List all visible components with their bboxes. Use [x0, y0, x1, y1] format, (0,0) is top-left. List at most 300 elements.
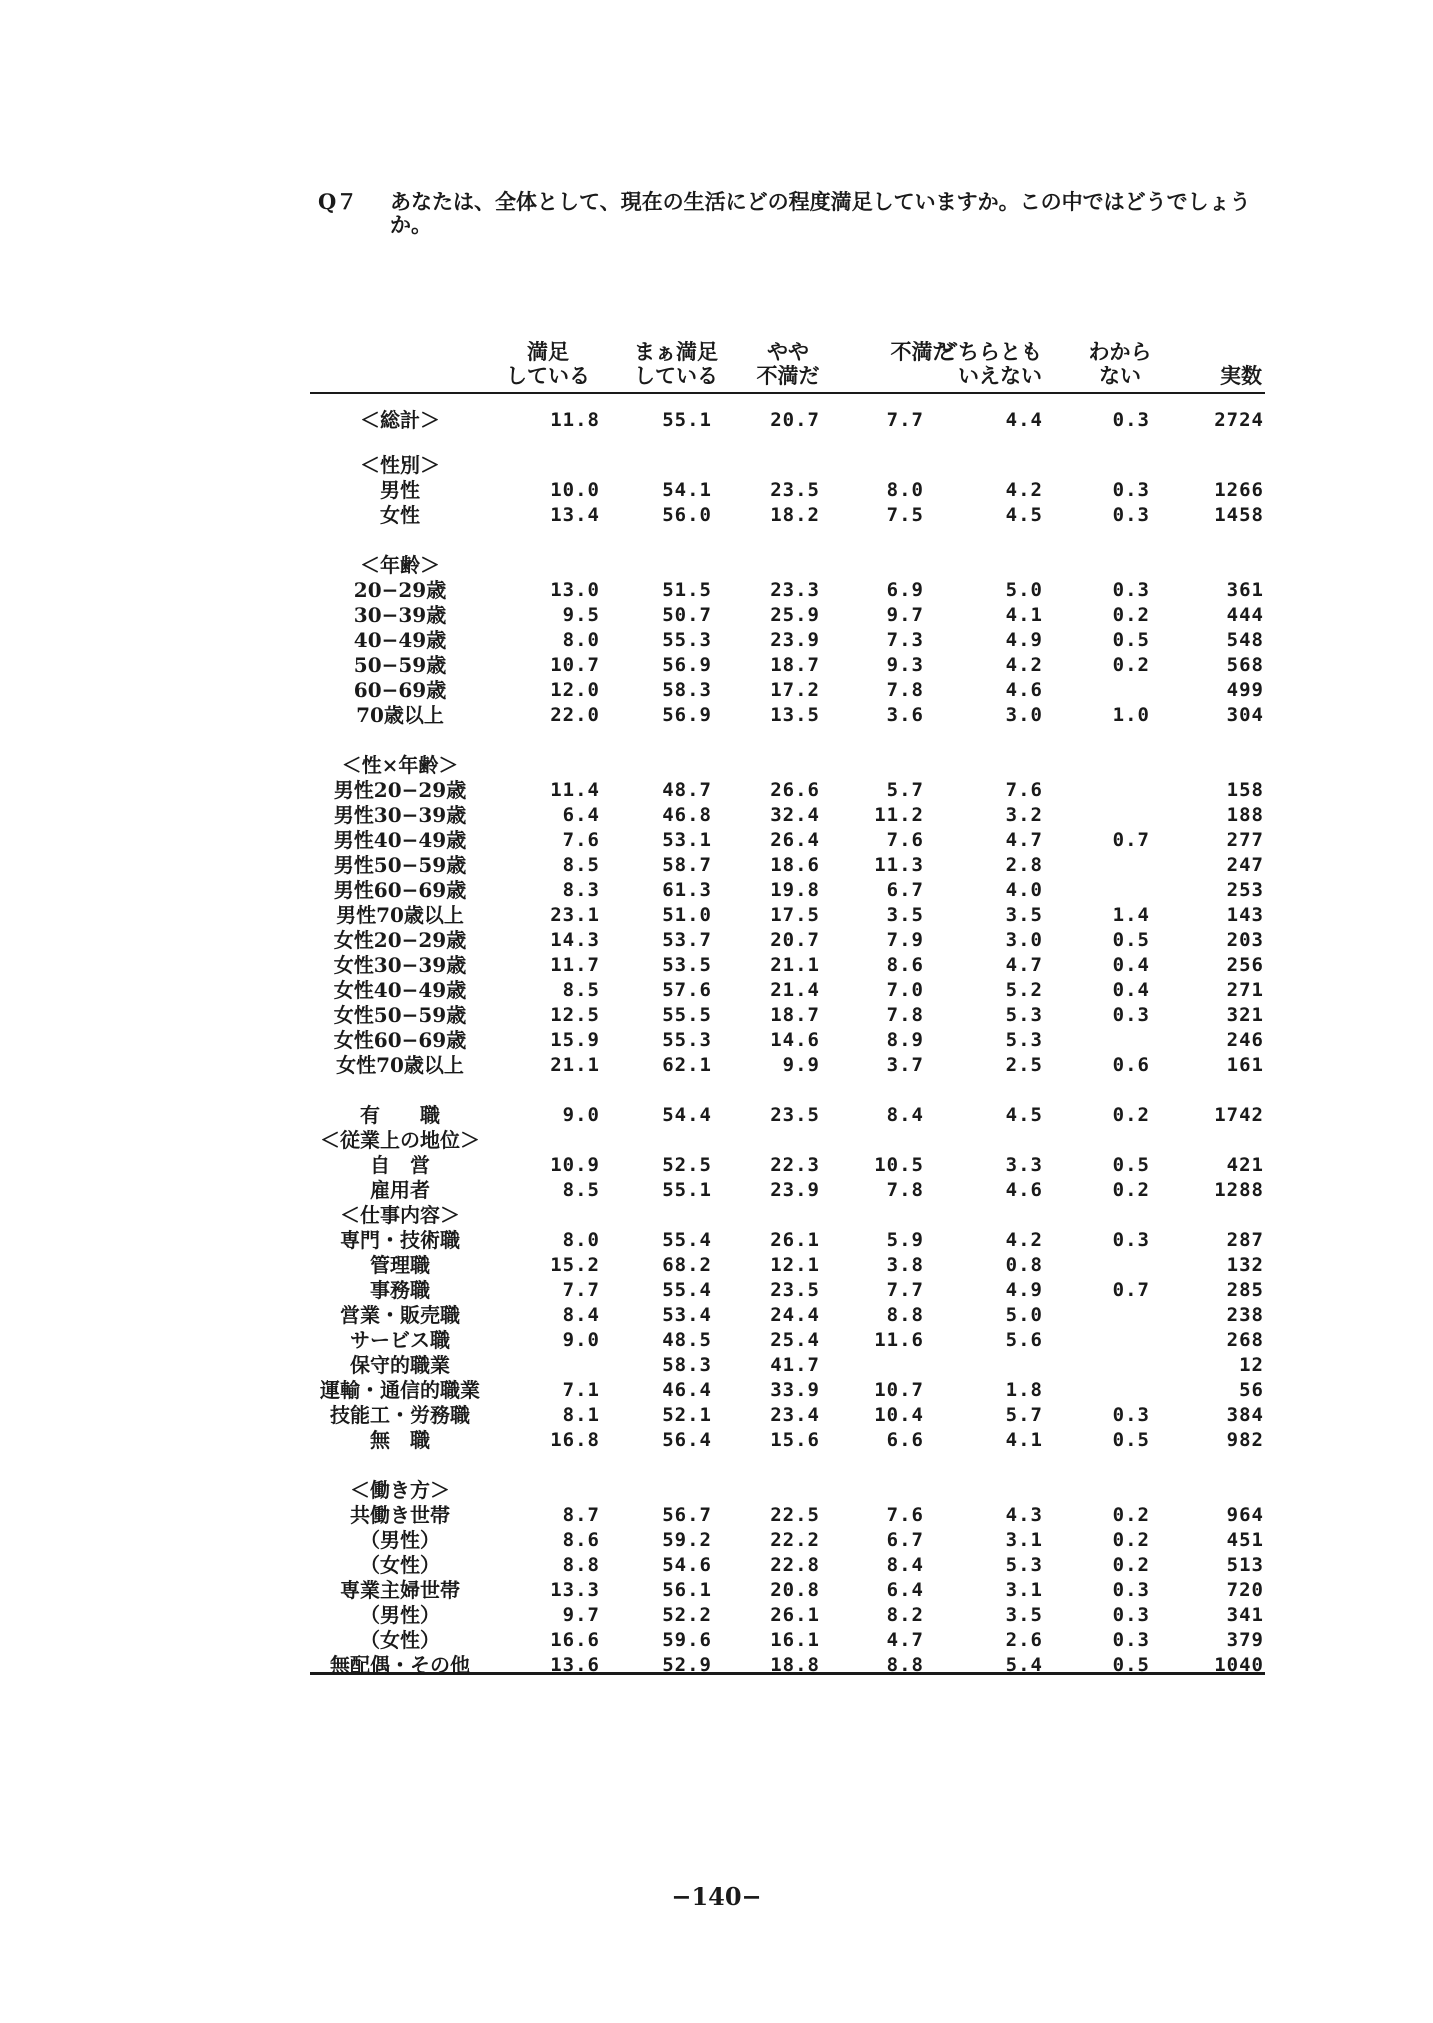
- table-cell: 21.1: [770, 954, 820, 976]
- column-header-5: わから ない: [1088, 339, 1152, 388]
- table-cell: 3.6: [886, 704, 924, 726]
- table-cell: 7.0: [886, 979, 924, 1001]
- table-cell: 7.7: [886, 1279, 924, 1301]
- table-cell: 8.8: [562, 1554, 600, 1576]
- table-cell: 59.6: [662, 1629, 712, 1651]
- table-cell: 53.1: [662, 829, 712, 851]
- table-cell: 32.4: [770, 804, 820, 826]
- row-label: 男性60−69歳: [333, 878, 467, 902]
- table-cell: 0.2: [1112, 1104, 1150, 1126]
- row-label: （女性）: [360, 1553, 440, 1577]
- table-cell: 7.1: [562, 1379, 600, 1401]
- table-cell: 1266: [1214, 479, 1264, 501]
- table-cell: 304: [1226, 704, 1264, 726]
- table-cell: 3.1: [1005, 1529, 1043, 1551]
- table-cell: 203: [1226, 929, 1264, 951]
- table-cell: 0.3: [1112, 504, 1150, 526]
- table-cell: 7.6: [562, 829, 600, 851]
- row-label: 男性50−59歳: [333, 853, 467, 877]
- table-cell: 0.5: [1112, 929, 1150, 951]
- table-cell: 10.4: [874, 1404, 924, 1426]
- table-cell: 285: [1226, 1279, 1264, 1301]
- table-cell: 0.3: [1112, 1404, 1150, 1426]
- table-cell: 8.6: [562, 1529, 600, 1551]
- table-cell: 55.4: [662, 1279, 712, 1301]
- table-cell: 10.9: [550, 1154, 600, 1176]
- table-cell: 7.9: [886, 929, 924, 951]
- table-cell: 7.5: [886, 504, 924, 526]
- column-header-2: やや 不満だ: [756, 339, 820, 388]
- table-cell: 7.7: [886, 409, 924, 431]
- row-label: 自 営: [370, 1153, 430, 1177]
- row-label: （男性）: [360, 1528, 440, 1552]
- table-cell: 7.6: [886, 1504, 924, 1526]
- table-cell: 5.3: [1005, 1554, 1043, 1576]
- table-cell: 7.7: [562, 1279, 600, 1301]
- row-label: 事務職: [370, 1278, 430, 1302]
- table-cell: 18.7: [770, 1004, 820, 1026]
- table-cell: 58.3: [662, 1354, 712, 1376]
- table-cell: 5.7: [1005, 1404, 1043, 1426]
- row-label: 管理職: [370, 1253, 430, 1277]
- table-cell: 321: [1226, 1004, 1264, 1026]
- table-cell: 51.5: [662, 579, 712, 601]
- table-cell: 188: [1226, 804, 1264, 826]
- table-cell: 21.4: [770, 979, 820, 1001]
- row-label: （女性）: [360, 1628, 440, 1652]
- table-cell: 8.1: [562, 1404, 600, 1426]
- table-cell: 56.4: [662, 1429, 712, 1451]
- table-cell: 55.4: [662, 1229, 712, 1251]
- table-cell: 253: [1226, 879, 1264, 901]
- table-cell: 54.1: [662, 479, 712, 501]
- table-cell: 4.2: [1005, 479, 1043, 501]
- table-cell: 6.7: [886, 1529, 924, 1551]
- table-cell: 4.6: [1005, 679, 1043, 701]
- table-cell: 4.2: [1005, 654, 1043, 676]
- table-cell: 0.3: [1112, 1629, 1150, 1651]
- table-cell: 0.7: [1112, 1279, 1150, 1301]
- table-cell: 3.5: [886, 904, 924, 926]
- row-label: 女性: [380, 503, 420, 527]
- table-cell: 25.9: [770, 604, 820, 626]
- table-cell: 26.6: [770, 779, 820, 801]
- table-cell: 3.0: [1005, 929, 1043, 951]
- table-cell: 7.3: [886, 629, 924, 651]
- table-cell: 6.7: [886, 879, 924, 901]
- table-cell: 5.6: [1005, 1329, 1043, 1351]
- table-cell: 16.6: [550, 1629, 600, 1651]
- table-cell: 247: [1226, 854, 1264, 876]
- row-label: 女性40−49歳: [333, 978, 467, 1002]
- table-cell: 48.7: [662, 779, 712, 801]
- table-cell: 54.4: [662, 1104, 712, 1126]
- table-cell: 46.8: [662, 804, 712, 826]
- table-cell: 4.4: [1005, 409, 1043, 431]
- table-cell: 14.3: [550, 929, 600, 951]
- table-cell: 1742: [1214, 1104, 1264, 1126]
- table-cell: 16.8: [550, 1429, 600, 1451]
- table-cell: 0.5: [1112, 629, 1150, 651]
- table-cell: 513: [1226, 1554, 1264, 1576]
- table-cell: 19.8: [770, 879, 820, 901]
- table-cell: 9.0: [562, 1104, 600, 1126]
- row-label: 60−69歳: [353, 678, 447, 702]
- table-cell: 0.2: [1112, 1554, 1150, 1576]
- row-label: 女性70歳以上: [336, 1053, 464, 1077]
- table-cell: 52.5: [662, 1154, 712, 1176]
- table-cell: 56.9: [662, 704, 712, 726]
- table-cell: 0.2: [1112, 654, 1150, 676]
- row-label: 70歳以上: [356, 703, 444, 727]
- table-cell: 8.0: [562, 629, 600, 651]
- table-cell: 54.6: [662, 1554, 712, 1576]
- table-cell: 8.2: [886, 1604, 924, 1626]
- table-cell: 8.5: [562, 979, 600, 1001]
- table-cell: 2.6: [1005, 1629, 1043, 1651]
- table-cell: 238: [1226, 1304, 1264, 1326]
- row-label: 専門・技術職: [340, 1228, 460, 1252]
- table-cell: 15.6: [770, 1429, 820, 1451]
- table-cell: 21.1: [550, 1054, 600, 1076]
- table-cell: 0.5: [1112, 1154, 1150, 1176]
- table-cell: 1.0: [1112, 704, 1150, 726]
- table-cell: 13.4: [550, 504, 600, 526]
- table-cell: 132: [1226, 1254, 1264, 1276]
- table-cell: 5.9: [886, 1229, 924, 1251]
- table-cell: 9.9: [782, 1054, 820, 1076]
- table-cell: 7.8: [886, 1179, 924, 1201]
- table-cell: 720: [1226, 1579, 1264, 1601]
- row-label: 技能工・労務職: [330, 1403, 470, 1427]
- table-cell: 5.3: [1005, 1029, 1043, 1051]
- table-cell: 7.8: [886, 1004, 924, 1026]
- table-cell: 6.4: [562, 804, 600, 826]
- table-cell: 10.7: [550, 654, 600, 676]
- table-cell: 57.6: [662, 979, 712, 1001]
- table-cell: 1.8: [1005, 1379, 1043, 1401]
- table-cell: 13.3: [550, 1579, 600, 1601]
- table-cell: 16.1: [770, 1629, 820, 1651]
- table-cell: 7.6: [1005, 779, 1043, 801]
- table-cell: 4.6: [1005, 1179, 1043, 1201]
- row-label: （男性）: [360, 1603, 440, 1627]
- column-header-1: まぁ満足 している: [634, 339, 718, 388]
- table-cell: 26.4: [770, 829, 820, 851]
- table-cell: 10.5: [874, 1154, 924, 1176]
- table-cell: 62.1: [662, 1054, 712, 1076]
- row-label: ＜働き方＞: [350, 1478, 450, 1502]
- row-label: 無配偶・その他: [330, 1653, 470, 1677]
- table-cell: 18.6: [770, 854, 820, 876]
- table-cell: 20.8: [770, 1579, 820, 1601]
- row-label: 30−39歳: [353, 603, 447, 627]
- table-cell: 256: [1226, 954, 1264, 976]
- row-label: 無 職: [370, 1428, 430, 1452]
- table-cell: 6.6: [886, 1429, 924, 1451]
- table-cell: 0.5: [1112, 1654, 1150, 1676]
- row-label: 共働き世帯: [350, 1503, 450, 1527]
- table-cell: 50.7: [662, 604, 712, 626]
- table-cell: 58.7: [662, 854, 712, 876]
- table-cell: 421: [1226, 1154, 1264, 1176]
- table-cell: 68.2: [662, 1254, 712, 1276]
- table-cell: 58.3: [662, 679, 712, 701]
- table-cell: 161: [1226, 1054, 1264, 1076]
- table-cell: 3.8: [886, 1254, 924, 1276]
- table-cell: 22.3: [770, 1154, 820, 1176]
- table-cell: 7.6: [886, 829, 924, 851]
- table-cell: 59.2: [662, 1529, 712, 1551]
- row-label: 女性50−59歳: [333, 1003, 467, 1027]
- table-cell: 8.4: [562, 1304, 600, 1326]
- table-cell: 246: [1226, 1029, 1264, 1051]
- table-cell: 3.5: [1005, 1604, 1043, 1626]
- table-cell: 0.3: [1112, 479, 1150, 501]
- table-cell: 0.2: [1112, 1529, 1150, 1551]
- table-cell: 3.2: [1005, 804, 1043, 826]
- table-cell: 23.1: [550, 904, 600, 926]
- table-cell: 9.7: [886, 604, 924, 626]
- table-cell: 17.5: [770, 904, 820, 926]
- table-cell: 53.4: [662, 1304, 712, 1326]
- table-cell: 23.3: [770, 579, 820, 601]
- table-cell: 46.4: [662, 1379, 712, 1401]
- table-cell: 25.4: [770, 1329, 820, 1351]
- table-cell: 451: [1226, 1529, 1264, 1551]
- table-cell: 2.5: [1005, 1054, 1043, 1076]
- table-cell: 379: [1226, 1629, 1264, 1651]
- table-cell: 341: [1226, 1604, 1264, 1626]
- table-cell: 56: [1239, 1379, 1264, 1401]
- table-cell: 8.4: [886, 1554, 924, 1576]
- row-label: ＜従業上の地位＞: [320, 1128, 480, 1152]
- table-cell: 18.8: [770, 1654, 820, 1676]
- table-cell: 12.5: [550, 1004, 600, 1026]
- table-cell: 499: [1226, 679, 1264, 701]
- table-cell: 4.9: [1005, 1279, 1043, 1301]
- table-cell: 52.9: [662, 1654, 712, 1676]
- column-header-4: どちらとも いえない: [937, 339, 1042, 388]
- table-cell: 26.1: [770, 1229, 820, 1251]
- table-cell: 41.7: [770, 1354, 820, 1376]
- table-cell: 11.8: [550, 409, 600, 431]
- table-cell: 4.9: [1005, 629, 1043, 651]
- table-cell: 23.9: [770, 1179, 820, 1201]
- table-cell: 8.9: [886, 1029, 924, 1051]
- table-cell: 11.3: [874, 854, 924, 876]
- table-cell: 61.3: [662, 879, 712, 901]
- table-cell: 0.2: [1112, 1179, 1150, 1201]
- table-cell: 22.8: [770, 1554, 820, 1576]
- table-cell: 5.3: [1005, 1004, 1043, 1026]
- table-cell: 0.4: [1112, 954, 1150, 976]
- table-cell: 33.9: [770, 1379, 820, 1401]
- table-cell: 548: [1226, 629, 1264, 651]
- table-cell: 23.4: [770, 1404, 820, 1426]
- table-cell: 5.4: [1005, 1654, 1043, 1676]
- column-header-3: 不満だ: [890, 339, 954, 364]
- table-cell: 9.0: [562, 1329, 600, 1351]
- table-cell: 9.7: [562, 1604, 600, 1626]
- table-cell: 13.5: [770, 704, 820, 726]
- table-cell: 55.1: [662, 1179, 712, 1201]
- table-cell: 0.6: [1112, 1054, 1150, 1076]
- table-cell: 3.1: [1005, 1579, 1043, 1601]
- table-cell: 51.0: [662, 904, 712, 926]
- row-label: 男性30−39歳: [333, 803, 467, 827]
- table-cell: 271: [1226, 979, 1264, 1001]
- table-cell: 55.3: [662, 629, 712, 651]
- row-label: 保守的職業: [350, 1353, 450, 1377]
- table-cell: 1458: [1214, 504, 1264, 526]
- row-label: ＜仕事内容＞: [340, 1203, 460, 1227]
- question-text: あなたは、全体として、現在の生活にどの程度満足していますか。この中ではどうでしょうか。: [390, 189, 1251, 237]
- table-cell: 8.5: [562, 854, 600, 876]
- table-cell: 18.2: [770, 504, 820, 526]
- table-cell: 0.3: [1112, 1579, 1150, 1601]
- table-cell: 0.3: [1112, 409, 1150, 431]
- table-cell: 10.7: [874, 1379, 924, 1401]
- table-cell: 20.7: [770, 409, 820, 431]
- row-label: サービス職: [350, 1328, 450, 1352]
- table-cell: 3.0: [1005, 704, 1043, 726]
- row-label: 40−49歳: [353, 628, 447, 652]
- table-cell: 0.8: [1005, 1254, 1043, 1276]
- row-label: 専業主婦世帯: [340, 1578, 460, 1602]
- table-cell: 56.0: [662, 504, 712, 526]
- table-cell: 158: [1226, 779, 1264, 801]
- table-cell: 0.3: [1112, 1604, 1150, 1626]
- table-cell: 4.7: [1005, 954, 1043, 976]
- row-label: 男性20−29歳: [333, 778, 467, 802]
- table-cell: 23.5: [770, 1104, 820, 1126]
- table-cell: 0.2: [1112, 1504, 1150, 1526]
- table-cell: 964: [1226, 1504, 1264, 1526]
- table-cell: 13.6: [550, 1654, 600, 1676]
- table-cell: 22.0: [550, 704, 600, 726]
- table-cell: 4.3: [1005, 1504, 1043, 1526]
- table-cell: 0.5: [1112, 1429, 1150, 1451]
- table-cell: 4.0: [1005, 879, 1043, 901]
- row-label: 営業・販売職: [340, 1303, 460, 1327]
- table-cell: 56.1: [662, 1579, 712, 1601]
- column-header-6: 実数: [1220, 363, 1262, 388]
- table-cell: 26.1: [770, 1604, 820, 1626]
- table-cell: 277: [1226, 829, 1264, 851]
- table-cell: 0.3: [1112, 1004, 1150, 1026]
- table-cell: 0.7: [1112, 829, 1150, 851]
- table-cell: 8.3: [562, 879, 600, 901]
- table-cell: 11.4: [550, 779, 600, 801]
- table-cell: 55.1: [662, 409, 712, 431]
- table-cell: 10.0: [550, 479, 600, 501]
- row-label: ＜性別＞: [360, 453, 440, 477]
- table-cell: 0.4: [1112, 979, 1150, 1001]
- table-cell: 6.9: [886, 579, 924, 601]
- table-cell: 22.5: [770, 1504, 820, 1526]
- table-cell: 12.1: [770, 1254, 820, 1276]
- table-cell: 8.8: [886, 1304, 924, 1326]
- table-cell: 1.4: [1112, 904, 1150, 926]
- table-cell: 52.1: [662, 1404, 712, 1426]
- table-cell: 55.5: [662, 1004, 712, 1026]
- row-label: 女性20−29歳: [333, 928, 467, 952]
- table-cell: 4.5: [1005, 504, 1043, 526]
- row-label: 50−59歳: [353, 653, 447, 677]
- table-cell: 24.4: [770, 1304, 820, 1326]
- row-label: 男性70歳以上: [336, 903, 464, 927]
- table-cell: 8.4: [886, 1104, 924, 1126]
- row-label: 男性40−49歳: [333, 828, 467, 852]
- table-top-rule: [310, 392, 1265, 394]
- table-cell: 143: [1226, 904, 1264, 926]
- table-cell: 56.7: [662, 1504, 712, 1526]
- table-cell: 13.0: [550, 579, 600, 601]
- table-cell: 2724: [1214, 409, 1264, 431]
- table-cell: 0.3: [1112, 1229, 1150, 1251]
- row-label: 20−29歳: [353, 578, 447, 602]
- table-cell: 5.2: [1005, 979, 1043, 1001]
- table-cell: 53.7: [662, 929, 712, 951]
- table-cell: 12.0: [550, 679, 600, 701]
- table-cell: 3.7: [886, 1054, 924, 1076]
- table-cell: 7.8: [886, 679, 924, 701]
- table-cell: 8.0: [562, 1229, 600, 1251]
- row-label: 運輸・通信的職業: [320, 1378, 480, 1402]
- table-cell: 8.7: [562, 1504, 600, 1526]
- row-label: ＜総計＞: [360, 408, 440, 432]
- table-cell: 444: [1226, 604, 1264, 626]
- table-cell: 17.2: [770, 679, 820, 701]
- table-cell: 53.5: [662, 954, 712, 976]
- row-label: 雇用者: [370, 1178, 430, 1202]
- row-label: ＜年齢＞: [360, 553, 440, 577]
- row-label: 女性30−39歳: [333, 953, 467, 977]
- table-cell: 15.9: [550, 1029, 600, 1051]
- table-cell: 23.5: [770, 1279, 820, 1301]
- table-cell: 287: [1226, 1229, 1264, 1251]
- table-cell: 5.0: [1005, 579, 1043, 601]
- table-cell: 23.5: [770, 479, 820, 501]
- table-cell: 3.3: [1005, 1154, 1043, 1176]
- table-cell: 8.8: [886, 1654, 924, 1676]
- row-label: ＜性×年齢＞: [341, 753, 459, 777]
- question-number: Q７: [318, 189, 358, 214]
- table-cell: 11.7: [550, 954, 600, 976]
- table-cell: 1040: [1214, 1654, 1264, 1676]
- table-cell: 384: [1226, 1404, 1264, 1426]
- table-cell: 1288: [1214, 1179, 1264, 1201]
- table-cell: 8.0: [886, 479, 924, 501]
- table-cell: 3.5: [1005, 904, 1043, 926]
- table-cell: 15.2: [550, 1254, 600, 1276]
- row-label: 女性60−69歳: [333, 1028, 467, 1052]
- table-cell: 4.7: [1005, 829, 1043, 851]
- page-number: −140−: [671, 1882, 762, 1911]
- table-cell: 8.5: [562, 1179, 600, 1201]
- table-cell: 4.2: [1005, 1229, 1043, 1251]
- row-label: 有 職: [360, 1103, 440, 1127]
- table-cell: 9.5: [562, 604, 600, 626]
- table-cell: 14.6: [770, 1029, 820, 1051]
- table-cell: 4.1: [1005, 604, 1043, 626]
- row-label: 男性: [380, 478, 420, 502]
- table-cell: 9.3: [886, 654, 924, 676]
- table-cell: 55.3: [662, 1029, 712, 1051]
- table-cell: 568: [1226, 654, 1264, 676]
- column-header-0: 満足 している: [506, 339, 590, 388]
